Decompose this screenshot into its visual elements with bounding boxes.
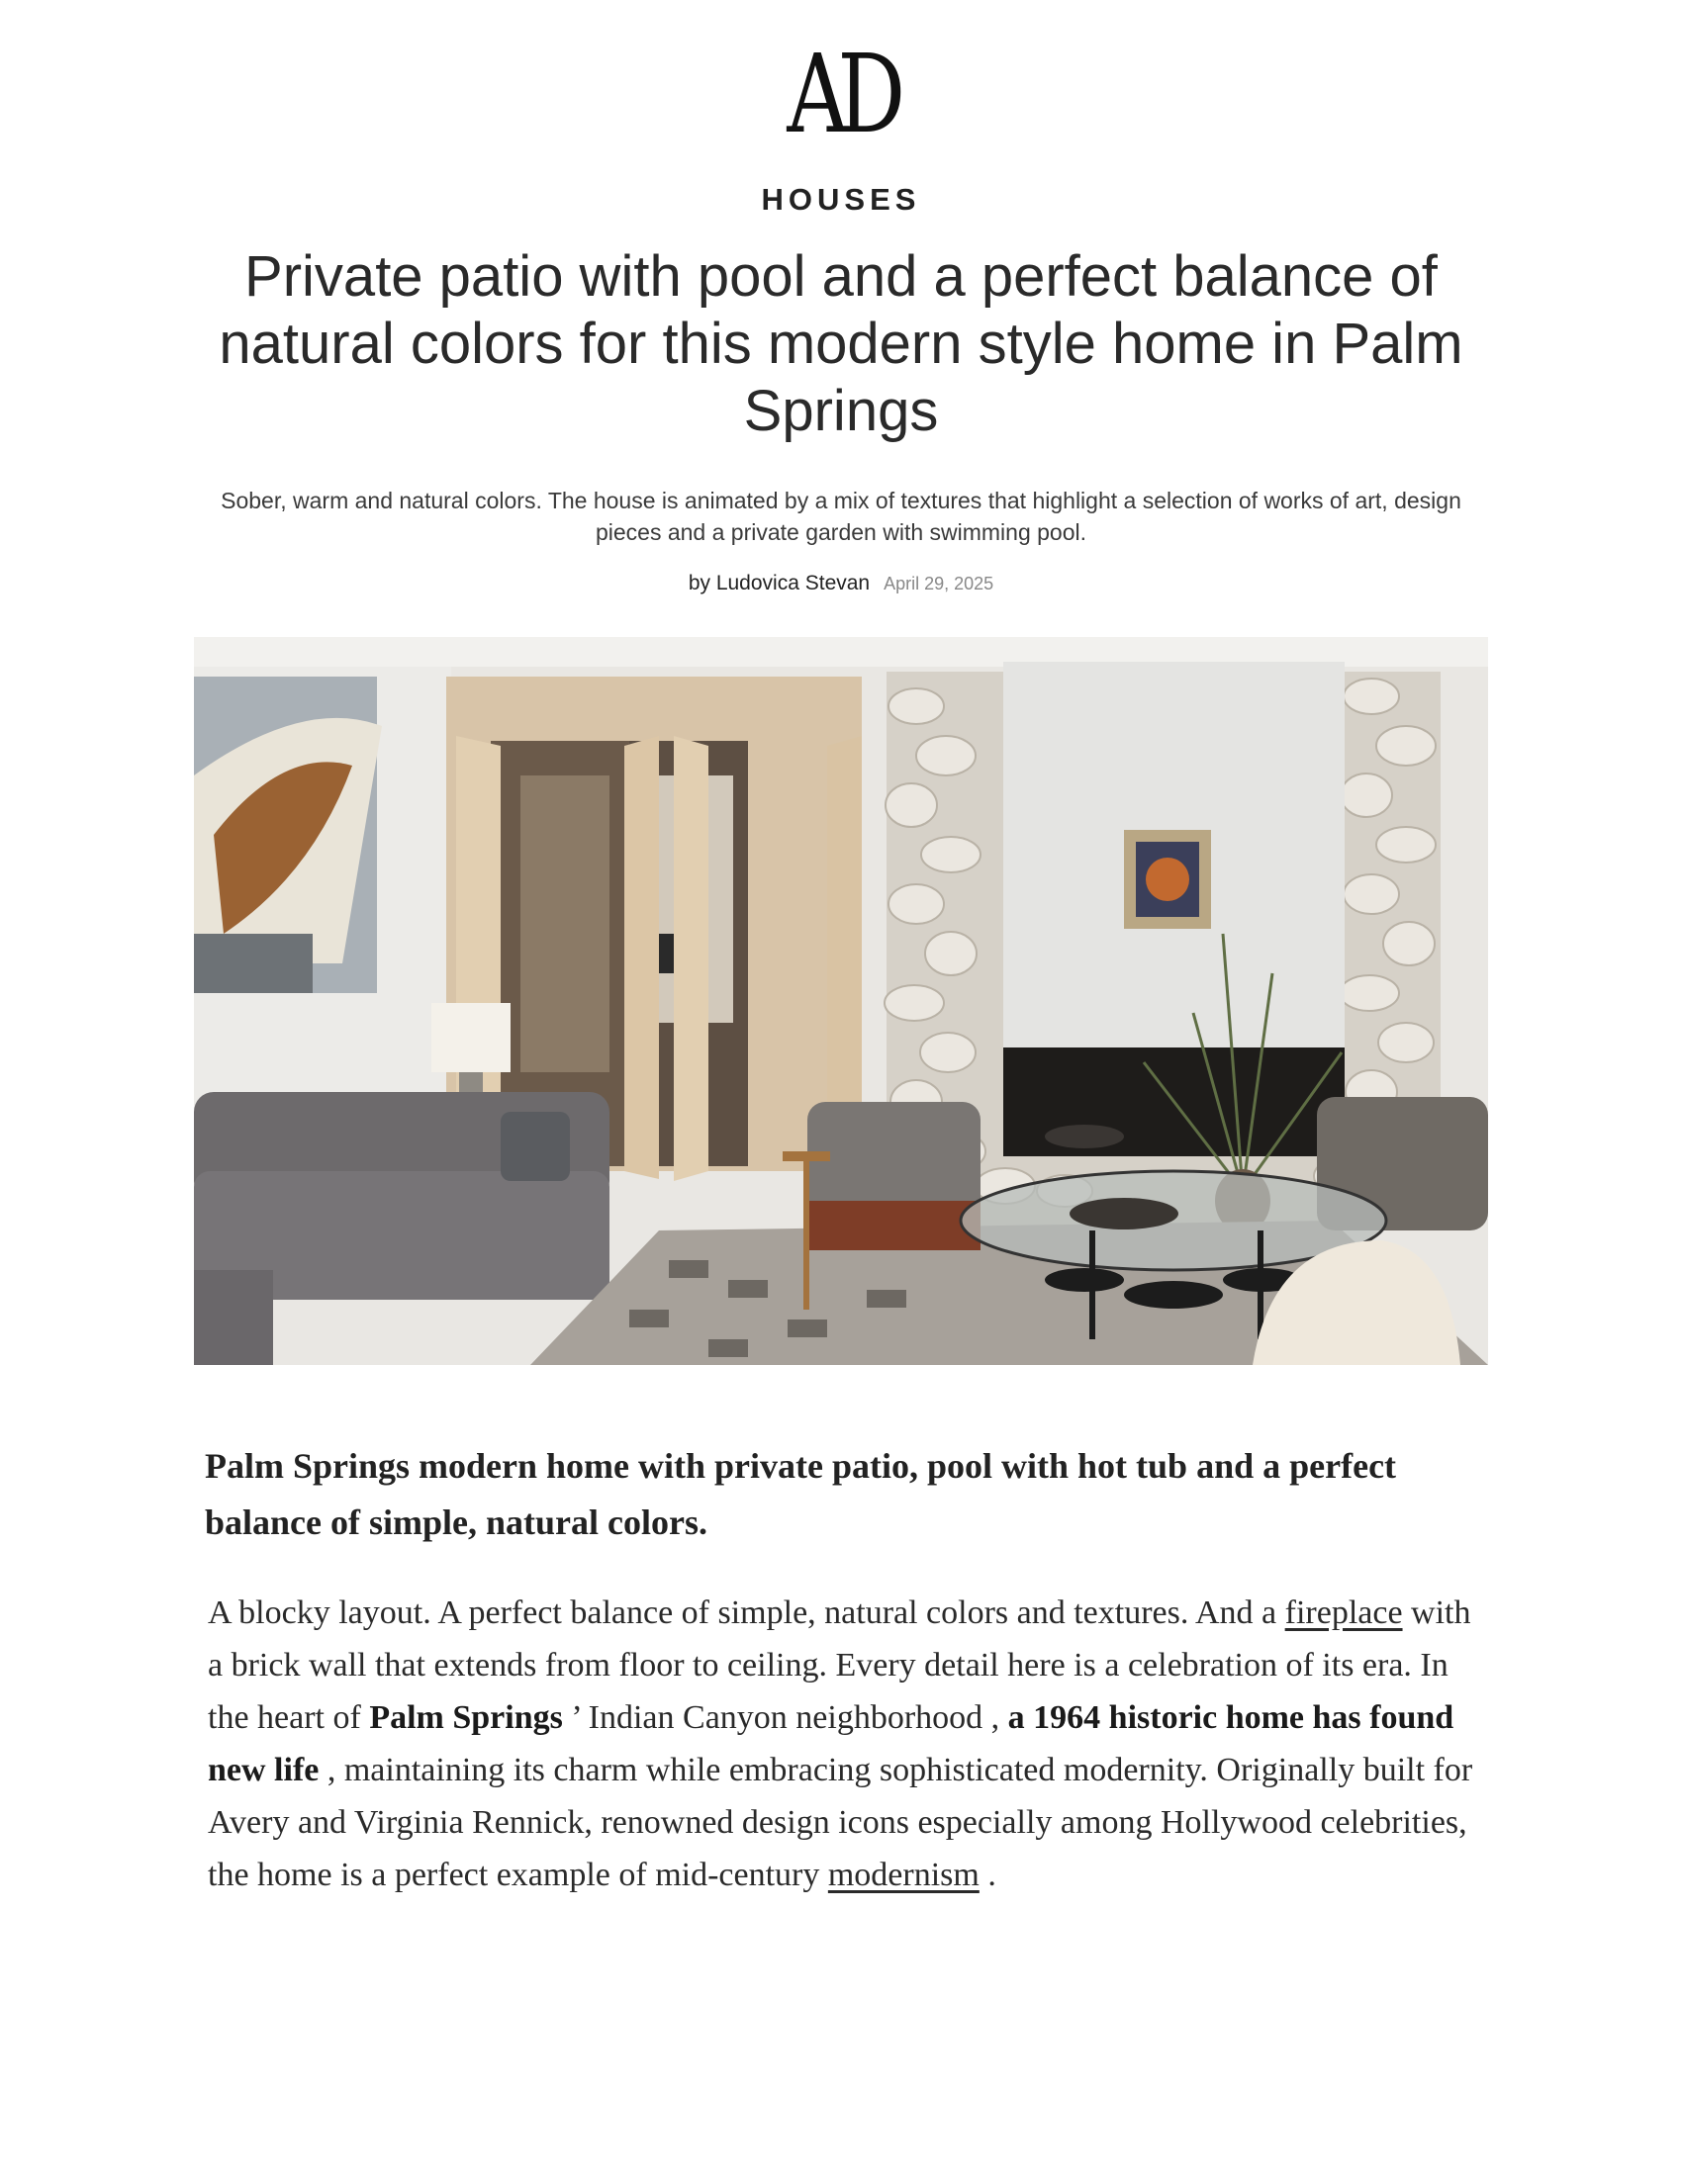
body-text-3: ’ Indian Canyon neighborhood ,	[562, 1699, 1008, 1736]
ad-logo[interactable]: AD	[787, 31, 895, 157]
palm-springs-bold: Palm Springs	[369, 1699, 563, 1736]
author-name[interactable]: by Ludovica Stevan	[688, 572, 871, 594]
modernism-link[interactable]: modernism	[827, 1857, 980, 1893]
body-text-1: A blocky layout. A perfect balance of simple, natural colors and textures. And a	[208, 1594, 1285, 1631]
body-text-5: .	[979, 1857, 996, 1893]
section-label[interactable]: HOUSES	[761, 182, 921, 217]
body-text-2: with a brick wall that extends from floor to ceiling. Every detail here is a celebration of its era. In the heart of	[208, 1594, 1471, 1736]
historic-home-bold: a 1964 historic home has found new life	[208, 1699, 1454, 1788]
article-body	[208, 1587, 1484, 1901]
byline	[0, 572, 1682, 595]
article-headline: Private patio with pool and a perfect balance of natural colors for this modern style home in Palm Springs	[219, 244, 1463, 443]
body-text-4: , maintaining its charm while embracing sophisticated modernity. Originally built for Avery and Virginia Rennick, renowned design icons especially among Hollywood celebrities, the home is a perfect example of mid-century	[208, 1752, 1473, 1893]
hero-image	[194, 637, 1488, 1365]
fireplace-link[interactable]: fireplace	[1284, 1594, 1403, 1631]
publish-date: April 29, 2025	[884, 574, 994, 593]
article-dek: Sober, warm and natural colors. The house is animated by a mix of textures that highlight a selection of works of art, design pieces and a private garden with swimming pool.	[221, 488, 1461, 545]
article-lede: Palm Springs modern home with private patio, pool with hot tub and a perfect balance of simple, natural colors.	[205, 1446, 1397, 1542]
